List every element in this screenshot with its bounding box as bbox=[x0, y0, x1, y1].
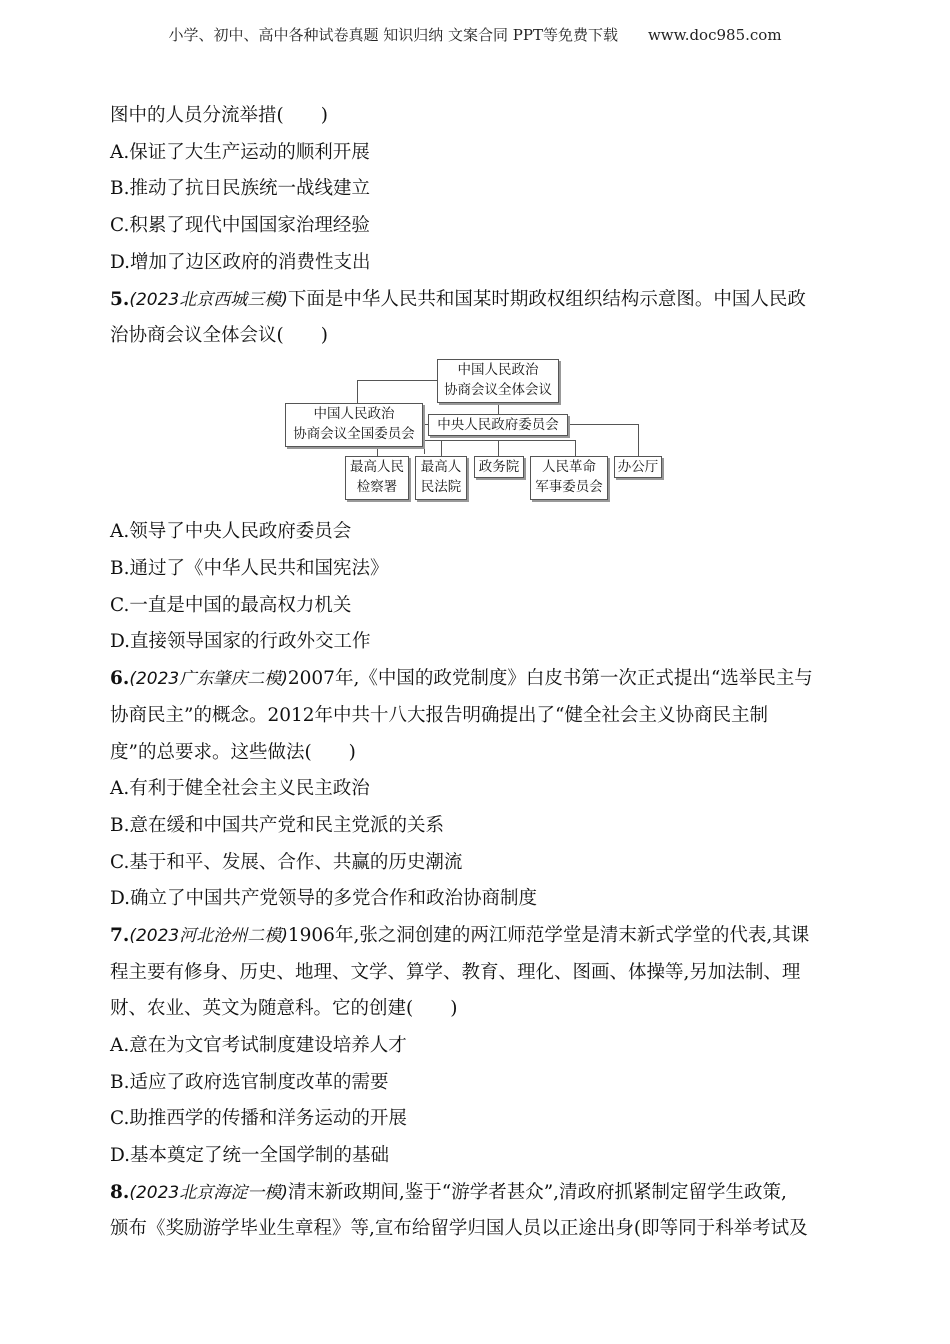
q5-option-c: C.一直是中国的最高权力机关 bbox=[110, 595, 352, 616]
q5-number: 5. bbox=[110, 289, 130, 310]
box-general-office bbox=[614, 456, 662, 478]
q4-option-a: A.保证了大生产运动的顺利开展 bbox=[110, 142, 370, 163]
box-cppcc-national-committee bbox=[285, 403, 423, 447]
q8-stem-line-1 bbox=[110, 1181, 787, 1205]
q7-number: 7. bbox=[110, 925, 130, 946]
q7-stem-text: 1906年,张之洞创建的两江师范学堂是清末新式学堂的代表,其课 bbox=[287, 925, 810, 946]
box-court-line1: 最高人 bbox=[420, 459, 462, 475]
connector bbox=[638, 424, 639, 456]
q6-option-a: A.有利于健全社会主义民主政治 bbox=[110, 778, 370, 799]
q5-source: (2023北京西城三模) bbox=[129, 290, 288, 310]
q7-option-c: C.助推西学的传播和洋务运动的开展 bbox=[110, 1108, 407, 1129]
q5-option-b: B.通过了《中华人民共和国宪法》 bbox=[110, 558, 389, 579]
box-cppcc-plenary bbox=[437, 359, 559, 403]
box-central-government-committee bbox=[428, 414, 568, 436]
box-council-label: 政务院 bbox=[478, 459, 520, 475]
q8-number: 8. bbox=[110, 1182, 130, 1203]
q7-source: (2023河北沧州二模) bbox=[129, 926, 288, 946]
q6-option-d: D.确立了中国共产党领导的多党合作和政治协商制度 bbox=[110, 888, 538, 909]
q5-stem-text: 下面是中华人民共和国某时期政权组织结构示意图。中国人民政 bbox=[287, 289, 806, 310]
q6-source: (2023广东肇庆二模) bbox=[129, 669, 288, 689]
q7-stem-line-2: 程主要有修身、历史、地理、文学、算学、教育、理化、图画、体操等,另加法制、理 bbox=[110, 962, 801, 983]
q6-option-c: C.基于和平、发展、合作、共赢的历史潮流 bbox=[110, 852, 463, 873]
q8-stem-text: 清末新政期间,鉴于“游学者甚众”,清政府抓紧制定留学生政策, bbox=[287, 1182, 787, 1203]
q6-option-b: B.意在缓和中国共产党和民主党派的关系 bbox=[110, 815, 444, 836]
box-court-line2: 民法院 bbox=[420, 479, 462, 495]
box-central-government-label: 中央人民政府委员会 bbox=[437, 417, 559, 433]
box-supreme-court bbox=[415, 456, 467, 500]
box-procuratorate-line2: 检察署 bbox=[356, 479, 398, 495]
box-cppcc-national-line1: 中国人民政治 bbox=[313, 406, 395, 422]
q6-stem-line-1 bbox=[110, 667, 813, 691]
q5-stem-line-1 bbox=[110, 288, 806, 312]
q7-option-d: D.基本奠定了统一全国学制的基础 bbox=[110, 1145, 390, 1166]
q4-option-c: C.积累了现代中国国家治理经验 bbox=[110, 215, 370, 236]
connector bbox=[424, 424, 425, 454]
q6-stem-line-2: 协商民主”的概念。2012年中共十八大报告明确提出了“健全社会主义协商民主制 bbox=[110, 705, 768, 726]
q5-stem-line-2: 治协商会议全体会议( ) bbox=[110, 325, 328, 346]
q4-option-d: D.增加了边区政府的消费性支出 bbox=[110, 252, 371, 273]
connector bbox=[575, 440, 576, 456]
box-cppcc-plenary-line1: 中国人民政治 bbox=[457, 362, 539, 378]
box-office-label: 办公厅 bbox=[617, 459, 659, 475]
connector bbox=[498, 440, 499, 456]
q8-source: (2023北京海淀一模) bbox=[129, 1183, 288, 1203]
q6-number: 6. bbox=[110, 668, 130, 689]
box-government-council bbox=[474, 456, 524, 478]
box-military-line1: 人民革命 bbox=[542, 459, 596, 475]
q6-stem-line-3: 度”的总要求。这些做法( ) bbox=[110, 742, 356, 763]
connector bbox=[357, 380, 437, 381]
box-military-commission bbox=[530, 456, 608, 500]
q7-stem-line-3: 财、农业、英文为随意科。它的创建( ) bbox=[110, 998, 458, 1019]
connector bbox=[357, 380, 358, 404]
q6-stem-text: 2007年,《中国的政党制度》白皮书第一次正式提出“选举民主与 bbox=[287, 668, 813, 689]
q8-stem-line-2: 颁布《奖励游学毕业生章程》等,宣布给留学归国人员以正途出身(即等同于科举考试及 bbox=[110, 1218, 808, 1239]
q7-stem-line-1 bbox=[110, 924, 809, 948]
box-supreme-procuratorate bbox=[345, 456, 409, 500]
q5-option-d: D.直接领导国家的行政外交工作 bbox=[110, 631, 371, 652]
q4-option-b: B.推动了抗日民族统一战线建立 bbox=[110, 178, 370, 199]
q7-option-b: B.适应了政府选官制度改革的需要 bbox=[110, 1072, 389, 1093]
q5-option-a: A.领导了中央人民政府委员会 bbox=[110, 521, 352, 542]
box-procuratorate-line1: 最高人民 bbox=[350, 459, 404, 475]
box-cppcc-national-line2: 协商会议全国委员会 bbox=[293, 426, 415, 442]
connector bbox=[498, 402, 499, 414]
box-cppcc-plenary-line2: 协商会议全体会议 bbox=[444, 382, 552, 398]
q7-option-a: A.意在为文官考试制度建设培养人才 bbox=[110, 1035, 407, 1056]
box-military-line2: 军事委员会 bbox=[535, 479, 603, 495]
page-header: 小学、初中、高中各种试卷真题 知识归纳 文案合同 PPT等免费下载 www.doc985.com bbox=[168, 26, 782, 44]
connector bbox=[441, 440, 442, 456]
q4-stem-tail: 图中的人员分流举措( ) bbox=[110, 105, 328, 126]
